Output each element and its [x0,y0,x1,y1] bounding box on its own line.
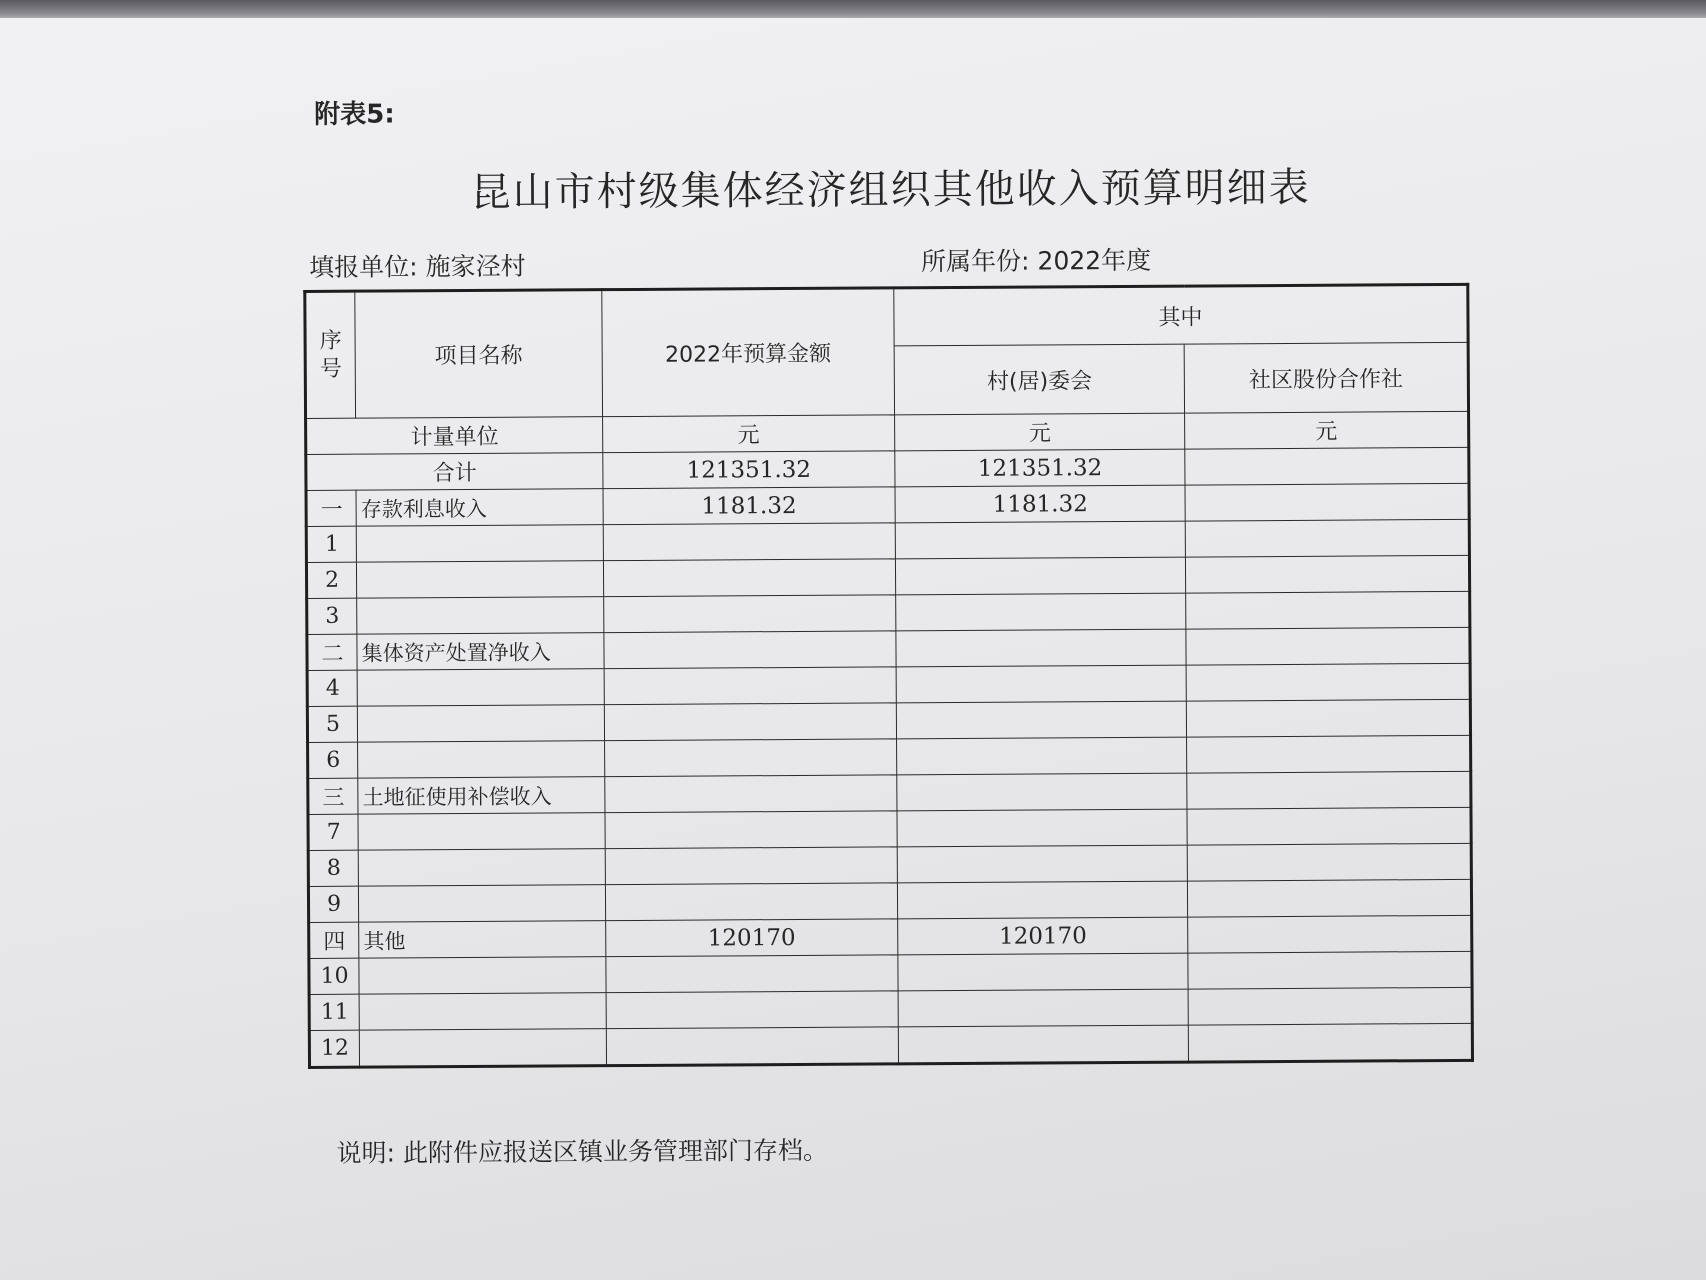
row-item-name [357,705,604,743]
row-seq: 7 [308,814,358,850]
row-item-name: 存款利息收入 [356,489,603,527]
row-coop-amount [1186,663,1470,701]
row-village-amount [895,521,1185,559]
fiscal-year: 所属年份: 2022年度 [921,245,1152,277]
row-item-name [358,813,605,851]
total-label: 合计 [306,453,603,491]
row-coop-amount [1187,699,1471,737]
row-budget-amount [603,523,896,561]
row-seq: 11 [309,994,359,1030]
row-village-amount [897,737,1187,775]
row-budget-amount [603,559,896,597]
row-village-amount [896,665,1186,703]
row-seq: 一 [306,490,356,526]
row-coop-amount [1188,951,1472,989]
filler-unit: 填报单位: 施家泾村 [309,251,526,282]
row-village-amount [898,881,1188,919]
row-seq: 12 [309,1030,359,1067]
row-seq: 1 [306,526,356,562]
budget-table [303,283,1474,1069]
unit-label: 计量单位 [306,417,603,455]
row-seq: 6 [308,742,358,778]
row-item-name: 其他 [359,921,606,959]
row-village-amount [896,701,1186,739]
row-village-amount [898,953,1188,991]
row-village-amount [896,557,1186,595]
header-budget-amount: 2022年预算金额 [602,288,895,417]
row-item-name: 土地征使用补偿收入 [358,777,605,815]
row-coop-amount [1186,591,1470,629]
row-coop-amount [1187,807,1471,845]
row-budget-amount [606,1027,899,1066]
row-village-amount [897,845,1187,883]
row-budget-amount [606,991,899,1029]
row-coop-amount [1185,519,1469,557]
row-seq: 5 [307,706,357,742]
row-item-name [358,849,605,887]
row-village-amount: 1181.32 [895,485,1185,523]
row-seq: 4 [307,670,357,706]
row-item-name [359,957,606,995]
row-coop-amount [1187,735,1471,773]
document-sheet [300,73,1487,1180]
header-seq-char-1: 序 [319,328,342,354]
row-village-amount: 120170 [898,917,1188,955]
row-village-amount [898,1025,1188,1064]
row-item-name [359,1029,606,1068]
row-seq: 2 [306,562,356,598]
unit-village: 元 [895,413,1185,451]
row-village-amount [896,593,1186,631]
header-community-coop: 社区股份合作社 [1184,342,1468,413]
header-item-name: 项目名称 [355,290,602,419]
header-seq-char-2: 号 [319,356,342,382]
row-item-name [357,561,604,599]
row-coop-amount [1187,843,1471,881]
row-item-name [356,525,603,563]
total-village: 121351.32 [895,449,1185,487]
row-village-amount [896,629,1186,667]
row-coop-amount [1185,483,1469,521]
row-seq: 四 [309,922,359,958]
row-seq: 8 [308,850,358,886]
page-title: 昆山市村级集体经济组织其他收入预算明细表 [470,164,1311,216]
row-seq: 9 [308,886,358,922]
row-village-amount [897,773,1187,811]
row-budget-amount [603,595,896,633]
row-coop-amount [1189,1023,1473,1062]
row-budget-amount [604,667,897,705]
unit-coop: 元 [1185,411,1469,449]
row-seq: 3 [307,598,357,634]
row-coop-amount [1187,771,1471,809]
row-budget-amount: 1181.32 [603,487,896,525]
row-item-name [359,885,606,923]
row-seq: 三 [308,778,358,814]
row-budget-amount [604,631,897,669]
row-coop-amount [1188,879,1472,917]
row-seq: 10 [309,958,359,994]
appendix-label: 附表5: [314,99,395,130]
footnote: 说明: 此附件应报送区镇业务管理部门存档。 [336,1135,829,1168]
unit-amount: 元 [602,415,895,453]
row-item-name [357,597,604,635]
row-item-name [358,741,605,779]
row-budget-amount [604,739,897,777]
row-budget-amount [604,775,897,813]
header-seq [305,291,356,418]
row-budget-amount: 120170 [605,919,898,957]
row-item-name [359,993,606,1031]
row-seq: 二 [307,634,357,670]
row-coop-amount [1186,555,1470,593]
row-village-amount [898,989,1188,1027]
row-budget-amount [605,811,898,849]
row-budget-amount [605,847,898,885]
row-item-name [357,669,604,707]
row-village-amount [897,809,1187,847]
total-amount: 121351.32 [603,451,896,489]
table-row [309,1023,1472,1067]
total-coop [1185,447,1469,485]
row-budget-amount [606,955,899,993]
header-row-1 [305,284,1468,349]
row-coop-amount [1186,627,1470,665]
row-coop-amount [1188,915,1472,953]
row-item-name: 集体资产处置净收入 [357,633,604,671]
row-budget-amount [604,703,897,741]
row-coop-amount [1188,987,1472,1025]
header-among: 其中 [894,284,1468,346]
header-village-committee: 村(居)委会 [894,344,1185,415]
row-budget-amount [605,883,898,921]
